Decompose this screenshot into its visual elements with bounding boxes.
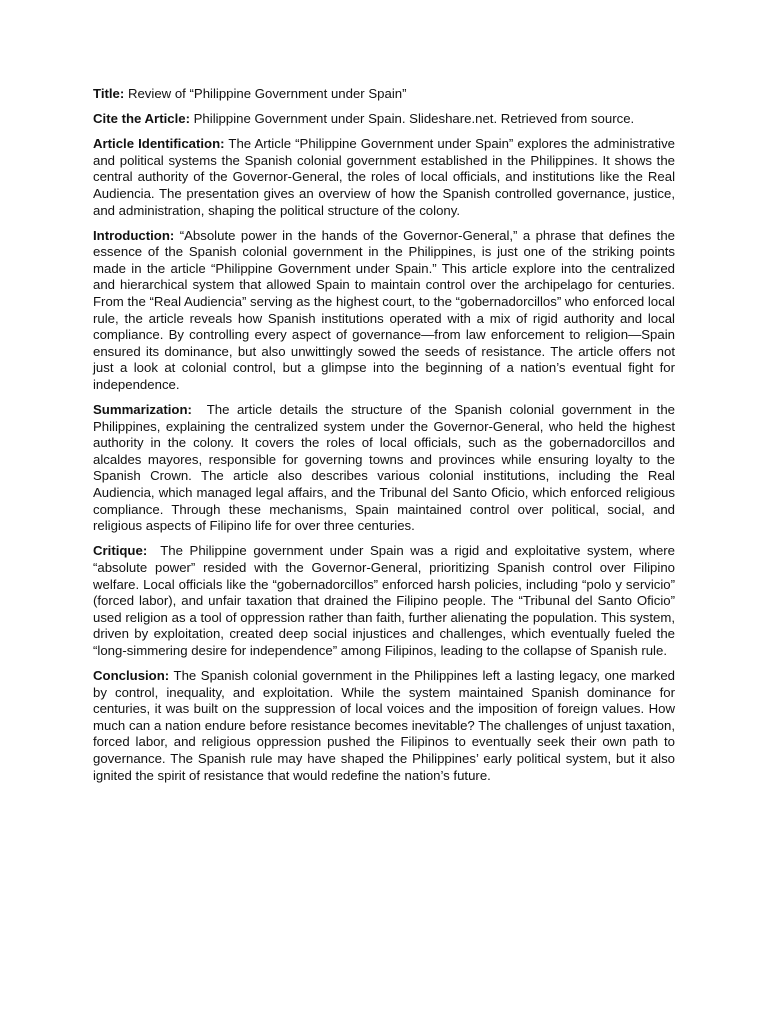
identification-label: Article Identification: — [93, 136, 225, 152]
document-page — [93, 86, 675, 793]
critique-paragraph — [93, 543, 675, 659]
critique-label: Critique: — [93, 543, 148, 559]
summarization-text: The article details the structure of the Spanish colonial government in the Philippines, explaining the centralized system under the Governor-General, who held the highest authority in the colony. It covers the roles of local officials, such as the gobernadorcillos and alcaldes mayores, responsible for governing towns and provinces while ensuring loyalty to the Spanish Crown. The article also describes various colonial institutions, including the Real Audiencia, which managed legal affairs, and the Tribunal del Santo Oficio, which enforced religious compliance. Through these mechanisms, Spain maintained control over political, social, and religious aspects of Filipino life for over three centuries. — [93, 402, 675, 534]
introduction-text: “Absolute power in the hands of the Governor-General,” a phrase that defines the essence of the Spanish colonial government in the Philippines, is just one of the striking points made in the article “Philippine Government under Spain.” This article explore into the centralized and hierarchical system that allowed Spain to maintain control over the archipelago for centuries. From the “Real Audiencia” serving as the highest court, to the “gobernadorcillos” who enforced local rule, the article reveals how Spanish institutions operated with a mix of rigid authority and local compliance. By controlling every aspect of governance—from law enforcement to religion—Spain ensured its dominance, but also unwittingly sowed the seeds of resistance. The article offers not just a look at colonial control, but a glimpse into the beginning of a nation’s eventual fight for independence. — [93, 227, 675, 392]
title-label: Title: — [93, 86, 125, 101]
conclusion-paragraph — [93, 668, 675, 784]
introduction-paragraph — [93, 228, 675, 394]
critique-text: The Philippine government under Spain was a rigid and exploitative system, where “absolute power” resided with the Governor-General, prioritizing Spanish control over Filipino welfare. Local officials like the “gobernadorcillos” enforced harsh policies, including “polo y servicio” (forced labor), and unfair taxation that drained the Filipino people. The “Tribunal del Santo Oficio” used religion as a tool of oppression rather than faith, further alienating the population. This system, driven by exploitation, created deep social injustices and challenges, which eventually fueled the “long-simmering desire for independence” among Filipinos, leading to the collapse of Spanish rule. — [93, 543, 676, 658]
summarization-paragraph — [93, 402, 675, 535]
conclusion-label: Conclusion: — [93, 668, 170, 683]
identification-paragraph — [93, 136, 675, 219]
citation-paragraph — [93, 111, 675, 128]
citation-text: Philippine Government under Spain. Slideshare.net. Retrieved from source. — [193, 111, 635, 127]
citation-label: Cite the Article: — [93, 111, 190, 127]
title-text: Review of “Philippine Government under Spain” — [127, 86, 407, 101]
conclusion-text: The Spanish colonial government in the Philippines left a lasting legacy, one marked by control, inequality, and exploitation. While the system maintained Spanish dominance for centuries, it was built on the suppression of local voices and the imposition of foreign values. How much can a nation endure before resistance becomes inevitable? The challenges of unjust taxation, forced labor, and religious oppression pushed the Filipinos to eventually seek their own path to governance. The Spanish rule may have shaped the Philippines’ early political system, but it also ignited the spirit of resistance that would redefine the nation’s future. — [93, 668, 675, 783]
title-paragraph — [93, 86, 675, 103]
summarization-label: Summarization: — [93, 402, 192, 418]
introduction-label: Introduction: — [93, 227, 175, 243]
identification-text: The Article “Philippine Government under Spain” explores the administrative and political systems the Spanish colonial government established in the Philippines. It shows the central authority of the Governor-General, the roles of local officials, and institutions like the Real Audiencia. The presentation gives an overview of how the Spanish controlled governance, justice, and administration, shaping the political structure of the colony. — [93, 136, 676, 218]
